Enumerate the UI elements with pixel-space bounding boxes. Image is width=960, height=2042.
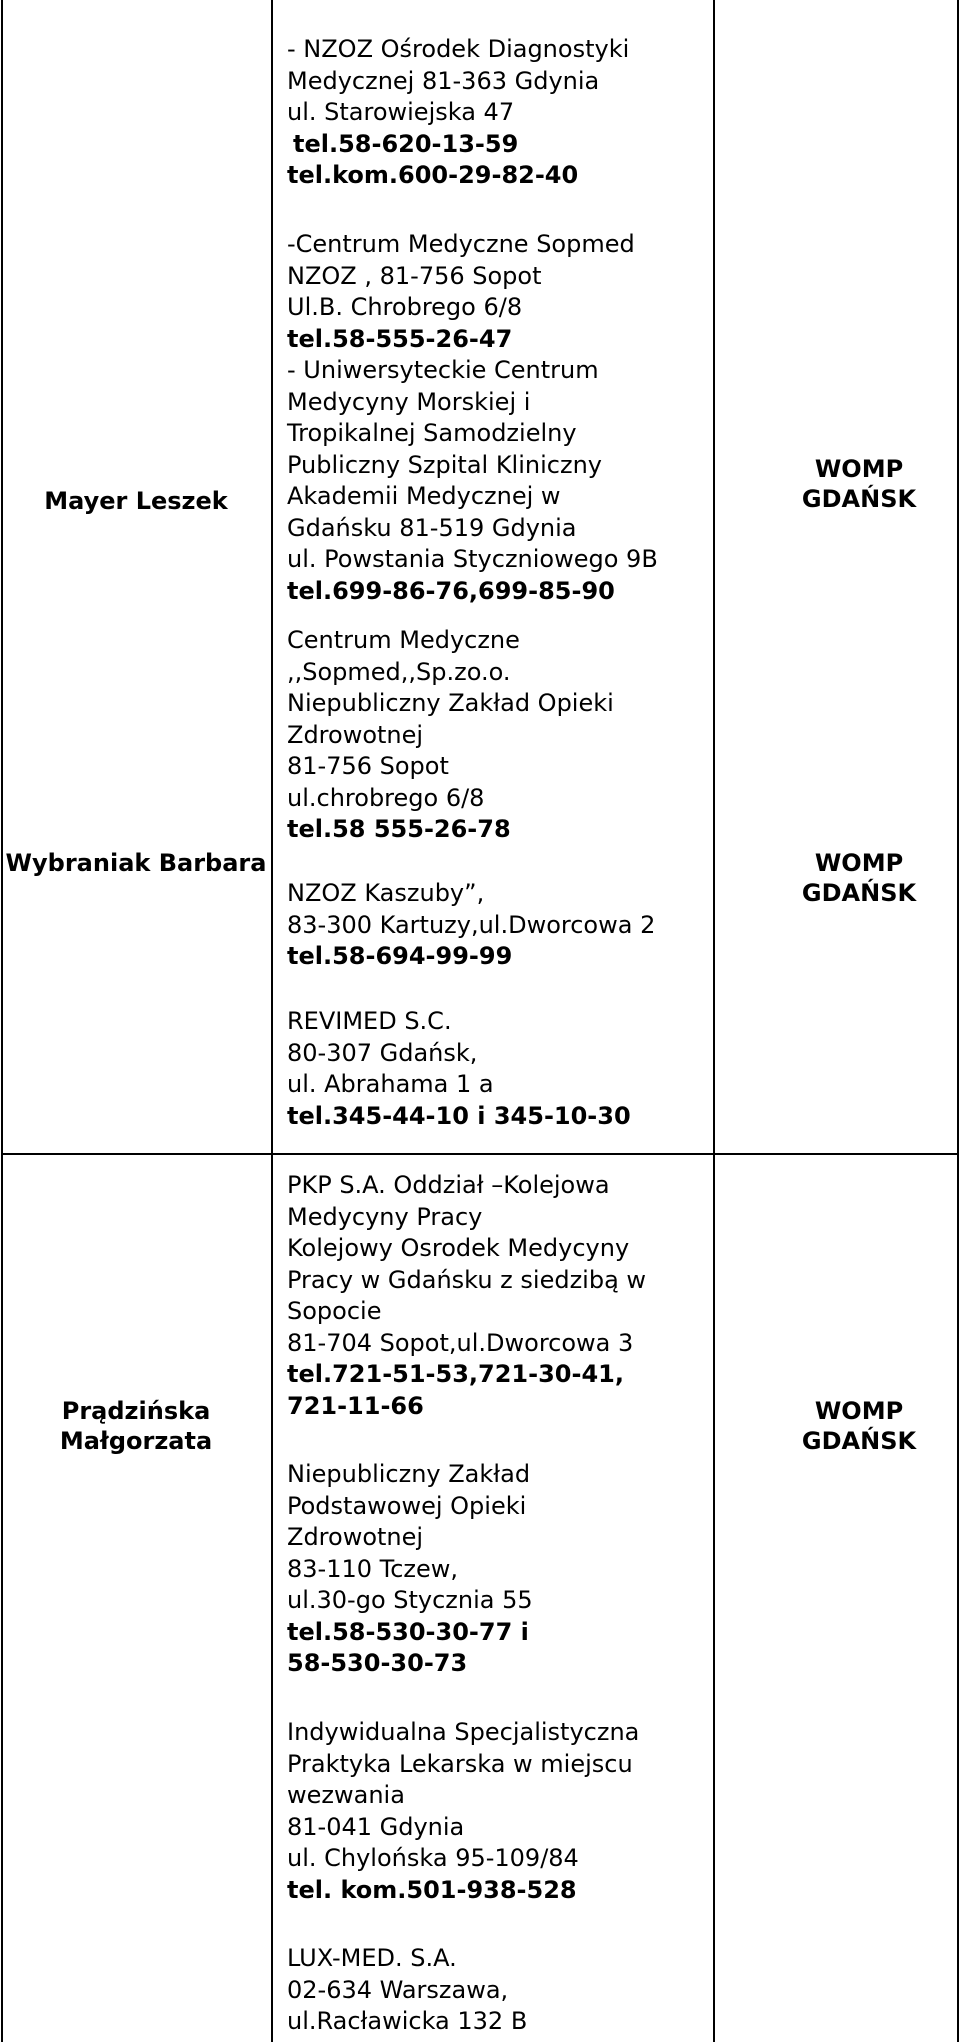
row-divider: [1, 1153, 272, 1155]
organization: WOMP GDAŃSK: [801, 849, 917, 907]
doctor-name: Wybraniak Barbara: [5, 849, 267, 877]
clinic-entry: LUX-MED. S.A. 02-634 Warszawa, ul.Racławicka 132 B: [287, 1944, 528, 2035]
clinic-entry: Niepubliczny Zakład Podstawowej Opieki Zdrowotnej 83-110 Tczew, ul.30-go Stycznia 55 tel.58-530-30-77 i 58-530-30-73: [287, 1460, 533, 1677]
row-divider: [713, 1153, 959, 1155]
doctor-name: Mayer Leszek: [44, 487, 228, 515]
table-border-left: [1, 0, 3, 2042]
clinic-entry: REVIMED S.C. 80-307 Gdańsk, ul. Abrahama 1 a tel.345-44-10 i 345-10-30: [287, 1007, 631, 1130]
clinic-entry: - NZOZ Ośrodek Diagnostyki Medycznej 81-363 Gdynia ul. Starowiejska 47 tel.58-620-13-59 tel.kom.600-29-82-40: [287, 35, 630, 189]
clinic-entry: - Uniwersyteckie Centrum Medycyny Morskiej i Tropikalnej Samodzielny Publiczny Szpital Kliniczny Akademii Medycznej w Gdańsku 81-519 Gdynia ul. Powstania Styczniowego 9B tel.699-86-76,699-85-90: [287, 356, 658, 605]
row-divider: [271, 1153, 715, 1155]
clinic-entry: -Centrum Medyczne Sopmed NZOZ , 81-756 Sopot Ul.B. Chrobrego 6/8 tel.58-555-26-47: [287, 230, 635, 353]
clinic-entry: Indywidualna Specjalistyczna Praktyka Lekarska w miejscu wezwania 81-041 Gdynia ul. Chylońska 95-109/84 tel. kom.501-938-528: [287, 1718, 640, 1904]
table-column-divider: [271, 0, 273, 2042]
organization: WOMP GDAŃSK: [801, 455, 917, 513]
clinic-entry: Centrum Medyczne ,,Sopmed,,Sp.zo.o. Niepubliczny Zakład Opieki Zdrowotnej 81-756 Sopot ul.chrobrego 6/8 tel.58 555-26-78: [287, 626, 614, 843]
table-border-right: [957, 0, 959, 2042]
organization: WOMP GDAŃSK: [801, 1397, 917, 1455]
clinic-entry: PKP S.A. Oddział –Kolejowa Medycyny Pracy Kolejowy Osrodek Medycyny Pracy w Gdańsku z siedzibą w Sopocie 81-704 Sopot,ul.Dworcowa 3 tel.721-51-53,721-30-41, 721-11-66: [287, 1171, 647, 1420]
doctor-name: Prądzińska Małgorzata: [59, 1397, 213, 1455]
clinic-entry: NZOZ Kaszuby”, 83-300 Kartuzy,ul.Dworcowa 2 tel.58-694-99-99: [287, 879, 656, 970]
